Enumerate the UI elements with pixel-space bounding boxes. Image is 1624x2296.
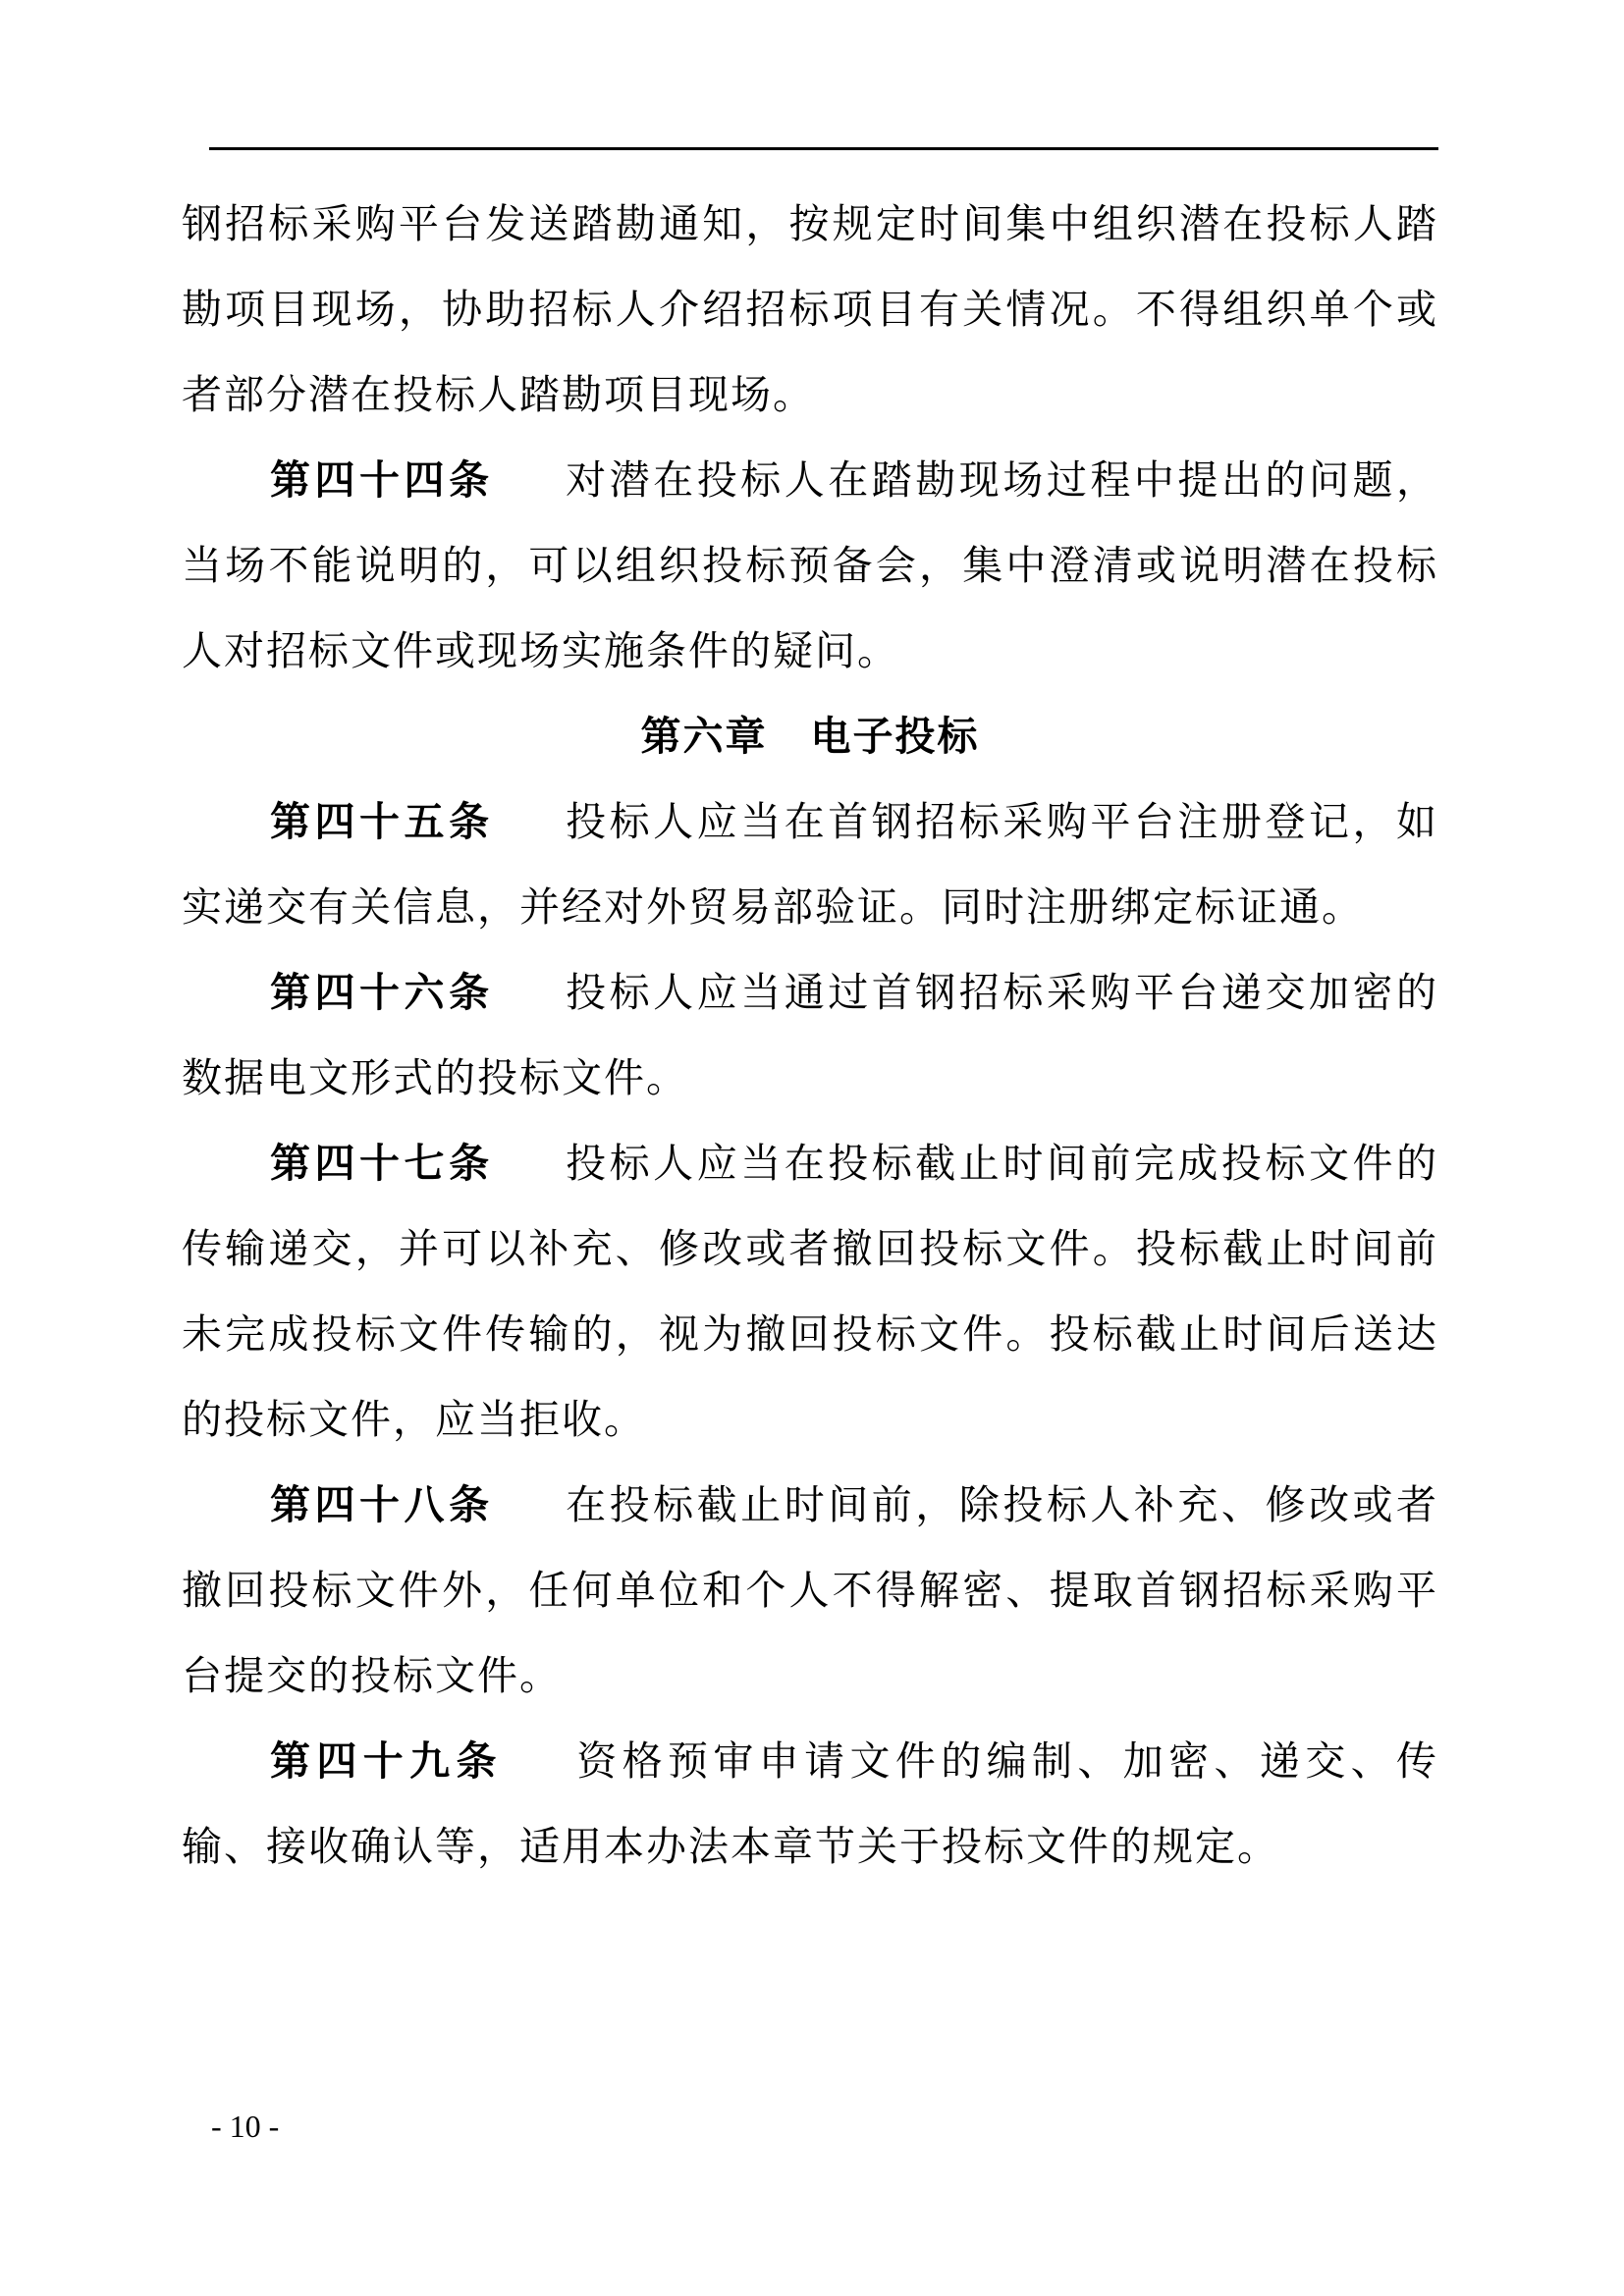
article-text: 资格预审申请文件的编制、加密、递交、传输、接收确认等，适用本办法本章节关于投标文件的规定。	[182, 1737, 1438, 1870]
article-text: 投标人应当在首钢招标采购平台注册登记，如实递交有关信息，并经对外贸易部验证。同时注册绑定标证通。	[182, 798, 1439, 931]
article-number: 第四十六条	[270, 969, 494, 1016]
article-44	[182, 438, 1438, 694]
article-number: 第四十四条	[270, 456, 494, 504]
paragraph-text: 钢招标采购平台发送踏勘通知，按规定时间集中组织潜在投标人踏勘项目现场，协助招标人介绍招标项目有关情况。不得组织单个或者部分潜在投标人踏勘项目现场。	[182, 200, 1438, 418]
article-48	[182, 1463, 1438, 1719]
article-number: 第四十七条	[270, 1140, 494, 1187]
article-47	[182, 1121, 1438, 1463]
article-45	[182, 779, 1438, 950]
paragraph-continuation	[182, 182, 1438, 438]
article-49	[182, 1719, 1438, 1890]
chapter-title: 电子投标	[810, 713, 980, 760]
chapter-number: 第六章	[640, 713, 768, 760]
article-number: 第四十五条	[270, 798, 494, 845]
page-number: - 10 -	[211, 2109, 280, 2144]
chapter-heading	[182, 694, 1438, 779]
body-text	[182, 182, 1438, 1890]
article-text: 在投标截止时间前，除投标人补充、修改或者撤回投标文件外，任何单位和个人不得解密、提取首钢招标采购平台提交的投标文件。	[182, 1481, 1439, 1699]
article-46	[182, 950, 1438, 1121]
article-text: 投标人应当在投标截止时间前完成投标文件的传输递交，并可以补充、修改或者撤回投标文件。投标截止时间前未完成投标文件传输的，视为撤回投标文件。投标截止时间后送达的投标文件，应当拒收。	[182, 1140, 1439, 1443]
header-rule	[209, 147, 1438, 150]
article-text: 对潜在投标人在踏勘现场过程中提出的问题，当场不能说明的，可以组织投标预备会，集中澄清或说明潜在投标人对招标文件或现场实施条件的疑问。	[182, 456, 1439, 674]
article-number: 第四十八条	[270, 1481, 494, 1528]
article-text: 投标人应当通过首钢招标采购平台递交加密的数据电文形式的投标文件。	[182, 969, 1439, 1101]
article-number: 第四十九条	[270, 1737, 503, 1785]
